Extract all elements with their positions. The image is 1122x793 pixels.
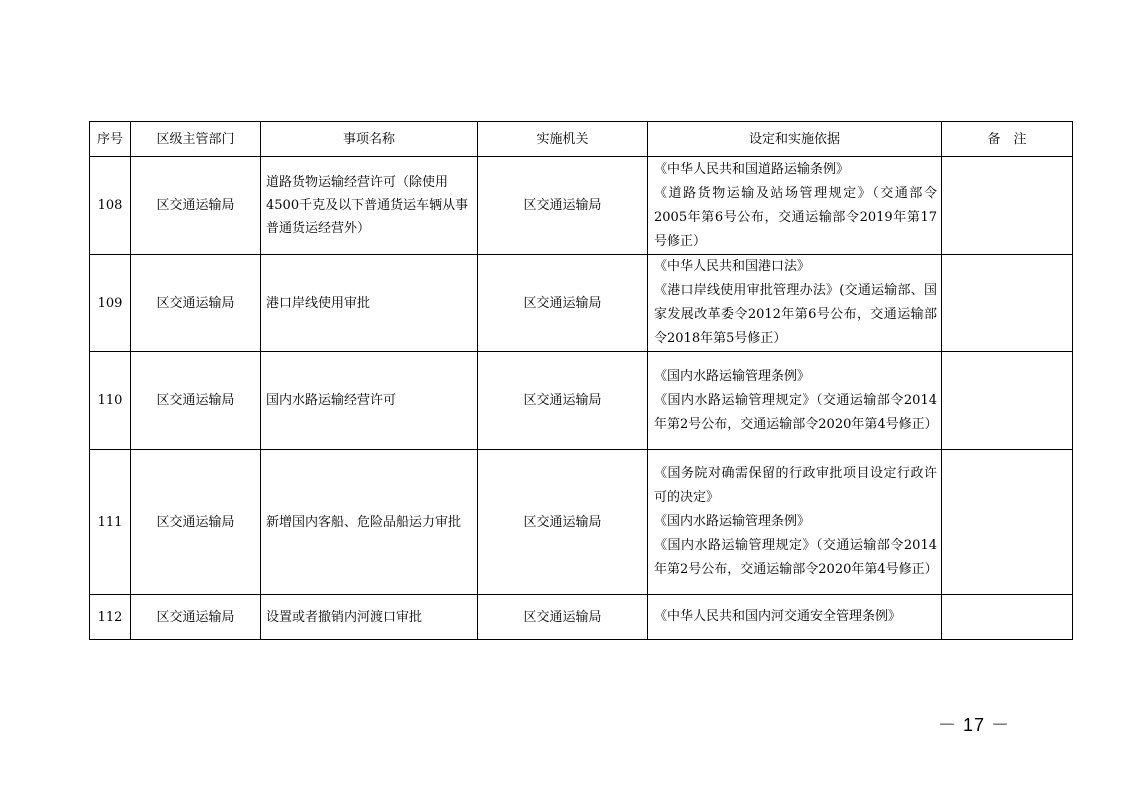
cell-basis xyxy=(648,352,942,450)
cell-agency: 区交通运输局 xyxy=(478,450,648,595)
cell-seq: 108 xyxy=(90,157,131,255)
cell-remark xyxy=(942,157,1073,255)
cell-agency: 区交通运输局 xyxy=(478,157,648,255)
cell-item: 道路货物运输经营许可（除使用4500千克及以下普通货运车辆从事普通货运经营外） xyxy=(261,157,478,255)
basis-line: 《道路货物运输及站场管理规定》（交通部令2005年第6号公布，交通运输部令2019年第17号修正） xyxy=(654,185,937,249)
cell-agency: 区交通运输局 xyxy=(478,255,648,352)
cell-seq: 111 xyxy=(90,450,131,595)
basis-line: 《中华人民共和国道路运输条例》 xyxy=(654,161,850,177)
header-remark: 备 注 xyxy=(942,122,1073,157)
basis-line: 《国内水路运输管理规定》（交通运输部令2014年第2号公布，交通运输部令2020年第4号修正） xyxy=(654,538,938,577)
cell-remark xyxy=(942,595,1073,640)
cell-item: 国内水路运输经营许可 xyxy=(261,352,478,450)
header-seq: 序号 xyxy=(90,122,131,157)
cell-basis xyxy=(648,157,942,255)
table-header-row xyxy=(90,122,1073,157)
table-row xyxy=(90,450,1073,595)
page-number: － 17 － xyxy=(938,715,1011,735)
table-row xyxy=(90,352,1073,450)
cell-remark xyxy=(942,450,1073,595)
cell-dept: 区交通运输局 xyxy=(131,157,261,255)
header-item: 事项名称 xyxy=(261,122,478,157)
cell-basis xyxy=(648,595,942,640)
cell-seq: 112 xyxy=(90,595,131,640)
approval-items-table xyxy=(89,121,1073,640)
cell-dept: 区交通运输局 xyxy=(131,352,261,450)
header-basis: 设定和实施依据 xyxy=(648,122,942,157)
cell-dept: 区交通运输局 xyxy=(131,450,261,595)
cell-basis xyxy=(648,255,942,352)
cell-remark xyxy=(942,255,1073,352)
header-dept: 区级主管部门 xyxy=(131,122,261,157)
cell-item: 港口岸线使用审批 xyxy=(261,255,478,352)
cell-agency: 区交通运输局 xyxy=(478,595,648,640)
cell-item: 设置或者撤销内河渡口审批 xyxy=(261,595,478,640)
cell-remark xyxy=(942,352,1073,450)
header-agency: 实施机关 xyxy=(478,122,648,157)
cell-basis xyxy=(648,450,942,595)
cell-dept: 区交通运输局 xyxy=(131,595,261,640)
basis-line: 《国内水路运输管理规定》（交通运输部令2014年第2号公布，交通运输部令2020年第4号修正） xyxy=(654,392,938,432)
basis-line: 《港口岸线使用审批管理办法》(交通运输部、国家发展改革委令2012年第6号公布，交通运输部令2018年第5号修正） xyxy=(654,283,937,346)
cell-dept: 区交通运输局 xyxy=(131,255,261,352)
table-row xyxy=(90,157,1073,255)
table-row xyxy=(90,255,1073,352)
basis-line: 《中华人民共和国内河交通安全管理条例》 xyxy=(654,609,902,624)
cell-item: 新增国内客船、危险品船运力审批 xyxy=(261,450,478,595)
cell-seq: 109 xyxy=(90,255,131,352)
basis-line: 《中华人民共和国港口法》 xyxy=(654,259,811,274)
cell-seq: 110 xyxy=(90,352,131,450)
cell-agency: 区交通运输局 xyxy=(478,352,648,450)
basis-line: 《国内水路运输管理条例》 xyxy=(654,514,811,529)
basis-line: 《国务院对确需保留的行政审批项目设定行政许可的决定》 xyxy=(654,466,937,505)
table-row xyxy=(90,595,1073,640)
basis-line: 《国内水路运输管理条例》 xyxy=(654,368,811,384)
